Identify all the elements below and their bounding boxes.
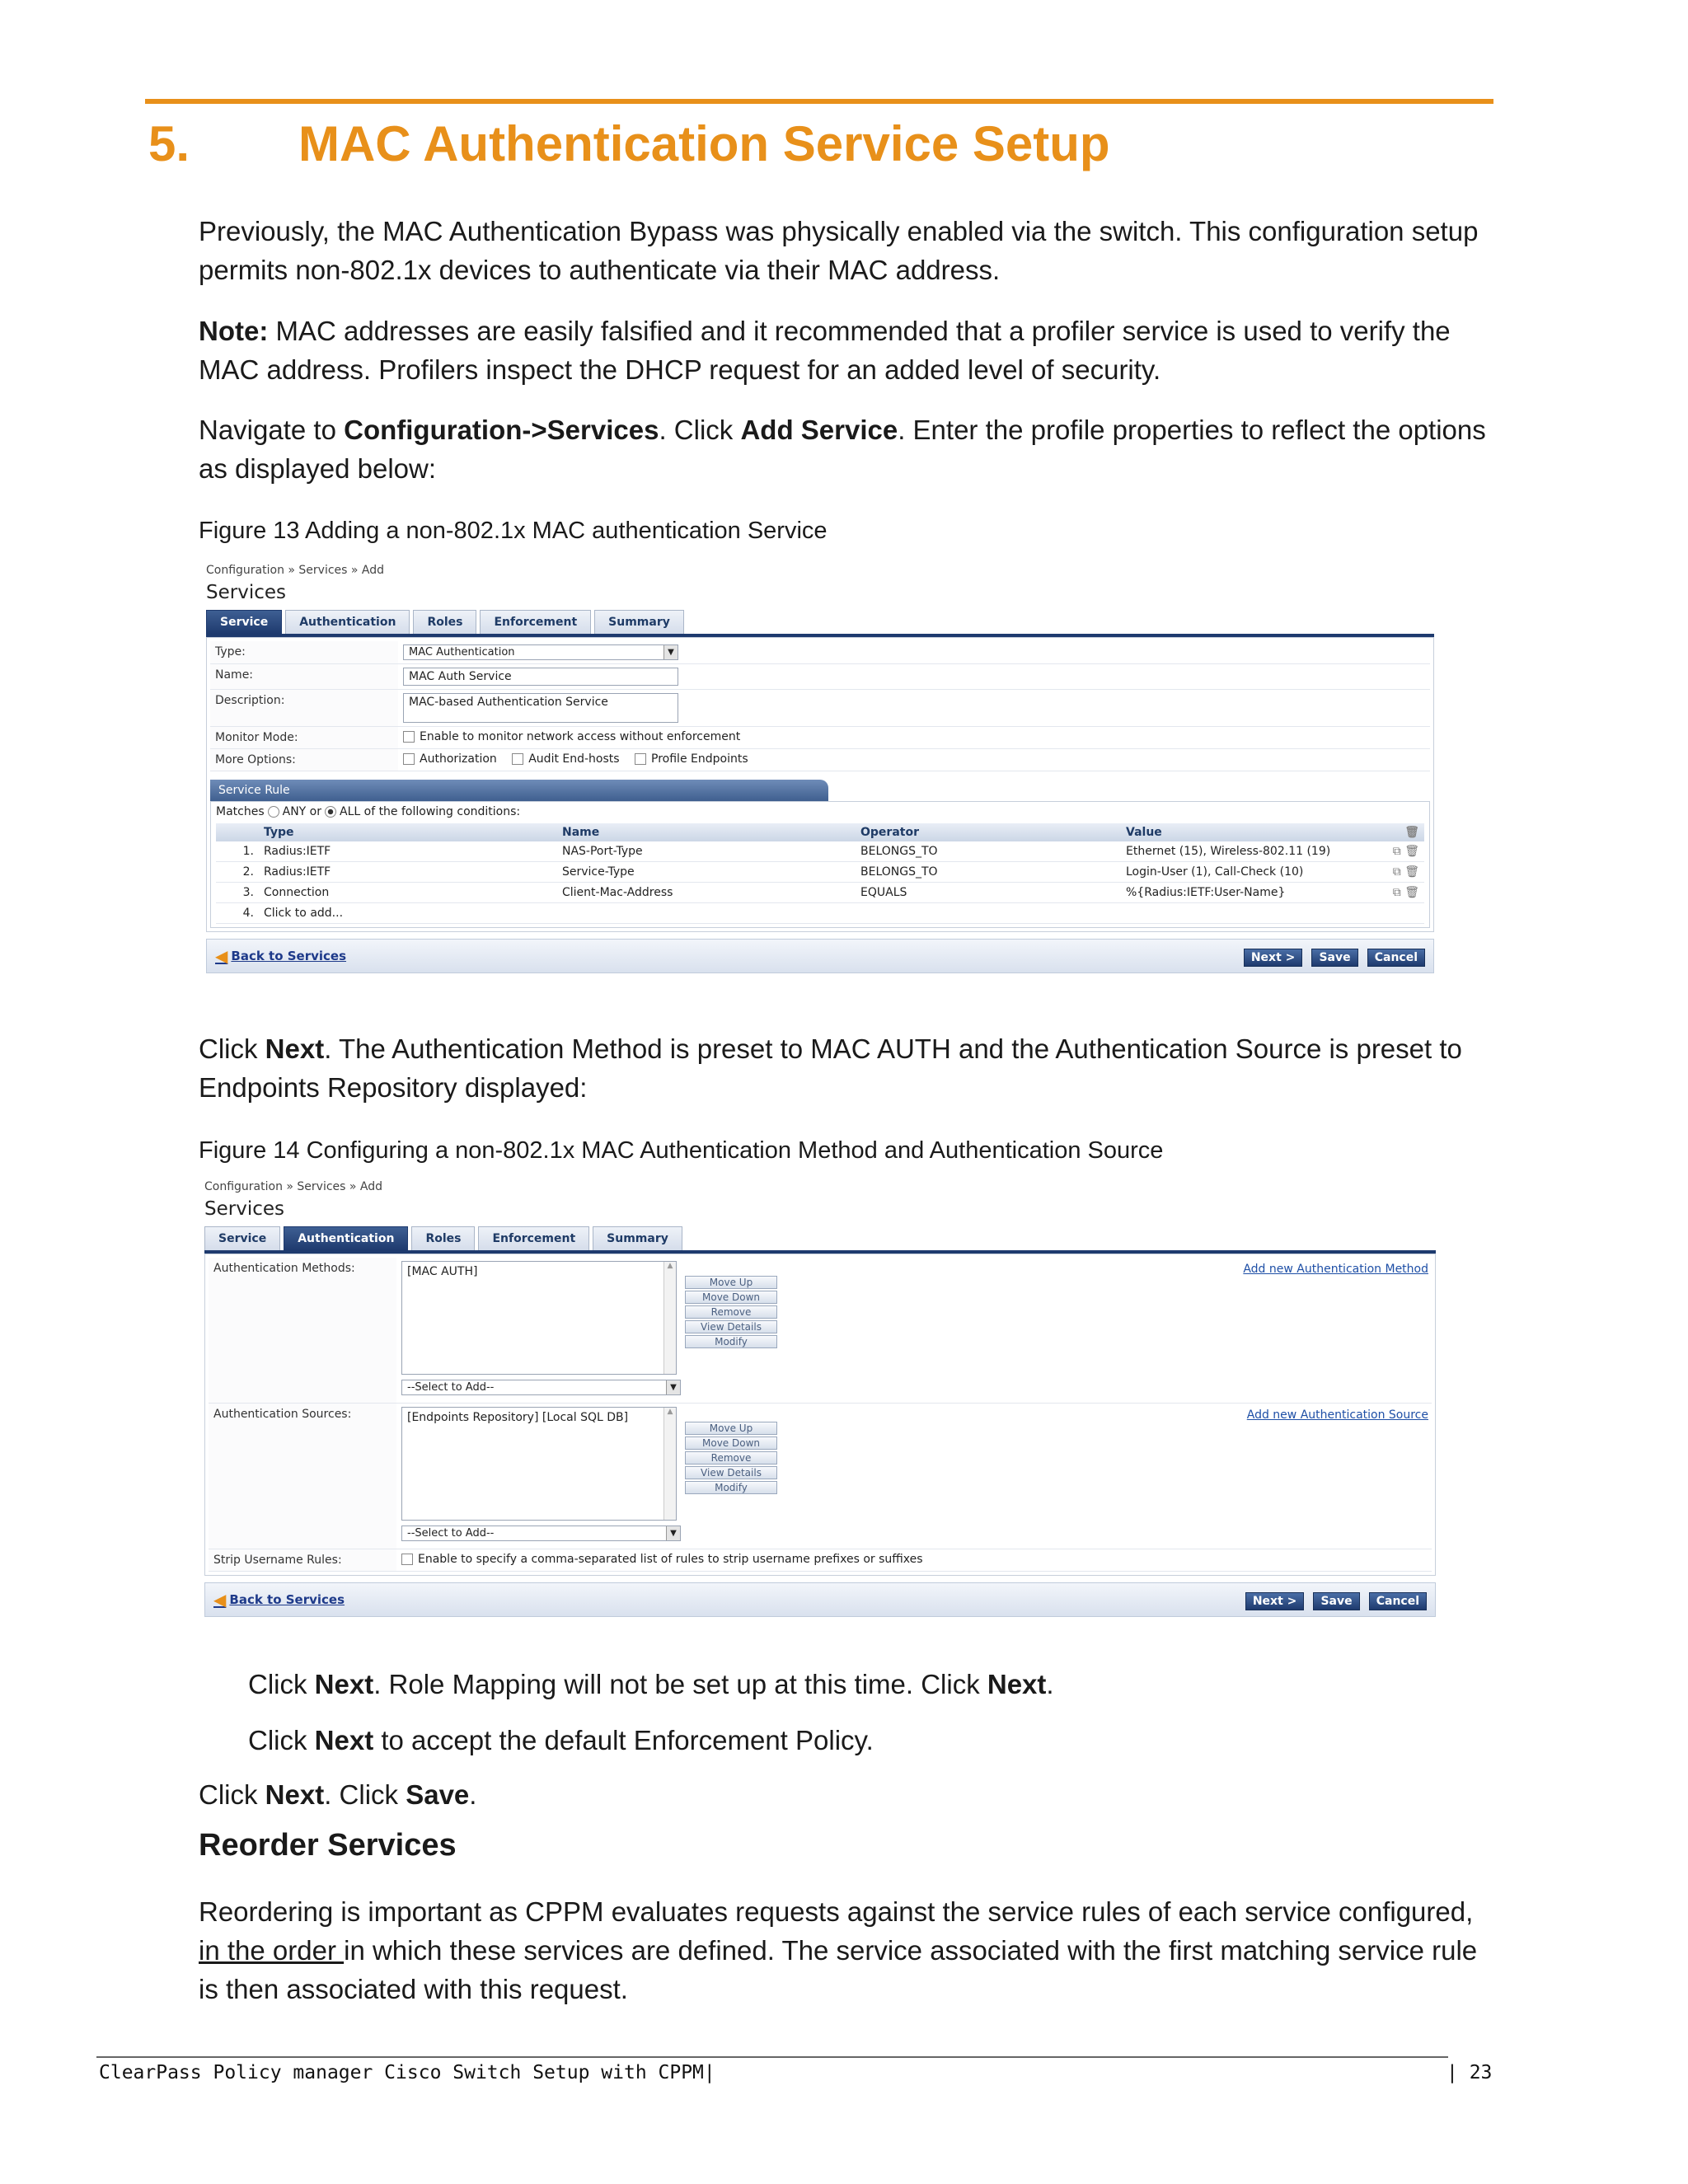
- text: Click: [248, 1669, 315, 1699]
- description-label: Description:: [210, 690, 398, 726]
- chevron-down-icon: ▼: [663, 645, 678, 659]
- breadcrumb: Configuration » Services » Add: [204, 1180, 383, 1193]
- note-paragraph: [199, 312, 1501, 389]
- methods-side-buttons: [685, 1276, 777, 1350]
- remove-button[interactable]: Remove: [685, 1451, 777, 1465]
- tab-authentication[interactable]: Authentication: [285, 610, 410, 634]
- reorder-heading: Reorder Services: [199, 1828, 457, 1863]
- row-name: Service-Type: [557, 862, 856, 883]
- text: Navigate to: [199, 415, 345, 445]
- trash-icon: 🗑: [1373, 823, 1424, 841]
- delete-icon[interactable]: 🗑: [1404, 865, 1419, 879]
- select-placeholder: --Select to Add--: [407, 1381, 495, 1394]
- row-value: %{Radius:IETF:User-Name}: [1121, 883, 1373, 903]
- text: . The Authentication Method is preset to MAC AUTH and the Authentication Source is preset to Endpoints Repository displayed:: [199, 1033, 1462, 1103]
- monitor-row: [210, 727, 1430, 749]
- figure-13-caption: Figure 13 Adding a non-802.1x MAC authentication Service: [199, 518, 828, 544]
- back-arrow-icon: ◀: [215, 946, 228, 966]
- step-enforcement: [248, 1721, 1550, 1760]
- form-footer: [206, 939, 1434, 973]
- copy-icon[interactable]: ⧉: [1392, 845, 1401, 858]
- text: . Role Mapping will not be set up at this time. Click: [373, 1669, 987, 1699]
- more-options-row: [210, 749, 1430, 771]
- text: . Click: [324, 1779, 406, 1810]
- action-name: Next: [265, 1779, 325, 1810]
- authorization-checkbox[interactable]: [403, 753, 415, 765]
- action-name: Next: [314, 1725, 374, 1755]
- tab-enforcement[interactable]: Enforcement: [478, 1226, 589, 1250]
- row-value: Ethernet (15), Wireless-802.11 (19): [1121, 841, 1373, 862]
- figure-14-caption: Figure 14 Configuring a non-802.1x MAC Authentication Method and Authentication Source: [199, 1137, 1164, 1164]
- column-operator: Operator: [856, 823, 1121, 841]
- tab-summary[interactable]: Summary: [593, 1226, 682, 1250]
- form-footer: [204, 1582, 1436, 1617]
- tab-bar: [204, 1226, 1436, 1250]
- back-to-services-link[interactable]: [215, 946, 346, 966]
- service-form-panel: [206, 637, 1434, 932]
- scrollbar[interactable]: ▲: [663, 1262, 676, 1374]
- figure-14-screenshot: [204, 1180, 1436, 1638]
- text: . Click: [659, 415, 741, 445]
- view-details-button[interactable]: View Details: [685, 1320, 777, 1333]
- description-row: [210, 690, 1430, 727]
- column-name: Name: [557, 823, 856, 841]
- text: to accept the default Enforcement Policy.: [373, 1725, 874, 1755]
- text: Click: [199, 1033, 265, 1064]
- strip-label: Strip Username Rules:: [209, 1549, 396, 1571]
- description-textarea[interactable]: MAC-based Authentication Service: [403, 693, 678, 723]
- name-label: Name:: [210, 664, 398, 689]
- authentication-panel: [204, 1254, 1436, 1576]
- click-to-add[interactable]: Click to add...: [259, 903, 557, 924]
- type-select[interactable]: [403, 644, 678, 660]
- modify-button[interactable]: Modify: [685, 1335, 777, 1348]
- action-name: Next: [987, 1669, 1047, 1699]
- navigate-paragraph: [199, 410, 1501, 488]
- monitor-text: Enable to monitor network access without enforcement: [420, 730, 741, 743]
- intro-paragraph: Previously, the MAC Authentication Bypass was physically enabled via the switch. This configuration setup permits non-802.1x devices to authenticate via their MAC address.: [199, 216, 1479, 285]
- row-type: Connection: [259, 883, 557, 903]
- step-role-mapping: [248, 1665, 1550, 1704]
- remove-button[interactable]: Remove: [685, 1305, 777, 1319]
- row-number: 1.: [216, 841, 259, 862]
- move-up-button[interactable]: Move Up: [685, 1276, 777, 1289]
- methods-value: [MAC AUTH]: [407, 1265, 478, 1278]
- add-source-link[interactable]: Add new Authentication Source: [1246, 1408, 1428, 1422]
- cancel-button[interactable]: Cancel: [1369, 1592, 1427, 1610]
- modify-button[interactable]: Modify: [685, 1481, 777, 1494]
- delete-icon[interactable]: 🗑: [1404, 845, 1419, 858]
- rules-table: [216, 823, 1424, 924]
- footer-title: ClearPass Policy manager Cisco Switch Setup with CPPM|: [99, 2062, 715, 2083]
- back-label: Back to Services: [231, 949, 347, 963]
- strip-row: [209, 1549, 1432, 1572]
- action-name: Next: [265, 1033, 325, 1064]
- tab-authentication[interactable]: Authentication: [284, 1226, 408, 1250]
- tab-enforcement[interactable]: Enforcement: [480, 610, 591, 634]
- row-operator: EQUALS: [856, 883, 1121, 903]
- table-row[interactable]: [216, 862, 1424, 883]
- column-value: Value: [1121, 823, 1373, 841]
- next-button[interactable]: Next >: [1244, 949, 1303, 967]
- row-number: 3.: [216, 883, 259, 903]
- service-rule-panel: [210, 801, 1430, 928]
- emphasis: in the order: [199, 1935, 345, 1966]
- cancel-button[interactable]: Cancel: [1367, 949, 1425, 967]
- select-placeholder: --Select to Add--: [407, 1527, 495, 1540]
- text: Reordering is important as CPPM evaluates requests against the service rules of each service configured,: [199, 1896, 1474, 1927]
- row-operator: BELONGS_TO: [856, 862, 1121, 883]
- tab-roles[interactable]: Roles: [413, 610, 476, 634]
- table-row[interactable]: [216, 883, 1424, 903]
- delete-icon[interactable]: 🗑: [1404, 886, 1419, 899]
- row-type: Radius:IETF: [259, 862, 557, 883]
- profile-checkbox[interactable]: [635, 753, 646, 765]
- name-row: [210, 664, 1430, 690]
- table-row[interactable]: [216, 903, 1424, 924]
- move-up-button[interactable]: Move Up: [685, 1422, 777, 1435]
- monitor-label: Monitor Mode:: [210, 727, 398, 748]
- text: .: [1046, 1669, 1054, 1699]
- action-name: Next: [314, 1669, 374, 1699]
- move-down-button[interactable]: Move Down: [685, 1436, 777, 1450]
- figure-13-screenshot: [206, 564, 1434, 1005]
- footer-rule: [96, 2056, 1448, 2058]
- row-type: Radius:IETF: [259, 841, 557, 862]
- row-number: 4.: [216, 903, 259, 924]
- methods-select[interactable]: [401, 1380, 681, 1395]
- section-number: 5.: [148, 116, 190, 171]
- methods-listbox[interactable]: [401, 1261, 677, 1375]
- tab-roles[interactable]: Roles: [411, 1226, 475, 1250]
- authorization-label: Authorization: [420, 752, 497, 766]
- sources-row: [209, 1404, 1432, 1549]
- text: .: [469, 1779, 477, 1810]
- page-number: | 23: [1447, 2062, 1493, 2083]
- action-name: Save: [406, 1779, 470, 1810]
- sources-listbox[interactable]: [401, 1407, 677, 1521]
- tab-service[interactable]: Service: [206, 610, 282, 634]
- chevron-down-icon: ▼: [666, 1380, 680, 1394]
- table-row[interactable]: [216, 841, 1424, 862]
- reorder-paragraph: [199, 1892, 1501, 2008]
- row-number: 2.: [216, 862, 259, 883]
- back-arrow-icon: ◀: [213, 1590, 227, 1610]
- profile-label: Profile Endpoints: [651, 752, 748, 766]
- back-label: Back to Services: [229, 1592, 345, 1607]
- text: Click: [248, 1725, 315, 1755]
- section-top-rule: [145, 99, 1493, 104]
- note-text: MAC addresses are easily falsified and it recommended that a profiler service is used to verify the MAC address. Profilers inspect the DHCP request for an added level of security.: [199, 316, 1451, 385]
- page-heading: Services: [204, 1198, 284, 1220]
- monitor-checkbox[interactable]: [403, 731, 415, 743]
- strip-text: Enable to specify a comma-separated list of rules to strip username prefixes or suffixes: [418, 1553, 923, 1566]
- text: . Enter the profile properties to reflect the options as displayed below:: [199, 415, 1486, 484]
- methods-label: Authentication Methods:: [209, 1258, 396, 1403]
- tab-summary[interactable]: Summary: [594, 610, 684, 634]
- matches-line: [216, 805, 1424, 818]
- matches-label: Matches: [216, 805, 265, 818]
- sources-side-buttons: [685, 1422, 777, 1496]
- text: in which these services are defined. The service associated with the first matching service rule is then associated with this request.: [199, 1935, 1478, 2004]
- service-rule-header: Service Rule: [210, 780, 828, 801]
- tab-service[interactable]: Service: [204, 1226, 280, 1250]
- save-button[interactable]: Save: [1313, 1592, 1359, 1610]
- chevron-down-icon: ▼: [666, 1526, 680, 1540]
- tab-bar: [206, 610, 1434, 634]
- note-label: Note:: [199, 316, 269, 346]
- more-options-label: More Options:: [210, 749, 398, 771]
- click-next-paragraph: [199, 1029, 1501, 1107]
- action-name: Add Service: [740, 415, 898, 445]
- row-value: Login-User (1), Call-Check (10): [1121, 862, 1373, 883]
- view-details-button[interactable]: View Details: [685, 1466, 777, 1479]
- back-to-services-link[interactable]: [213, 1590, 345, 1610]
- copy-icon[interactable]: ⧉: [1392, 886, 1401, 899]
- strip-checkbox[interactable]: [401, 1554, 413, 1565]
- scrollbar[interactable]: ▲: [663, 1408, 676, 1520]
- text: Click: [199, 1779, 265, 1810]
- sources-label: Authentication Sources:: [209, 1404, 396, 1549]
- breadcrumb: Configuration » Services » Add: [206, 564, 385, 577]
- audit-checkbox[interactable]: [512, 753, 523, 765]
- move-down-button[interactable]: Move Down: [685, 1291, 777, 1304]
- footer-buttons: [1240, 1592, 1427, 1608]
- type-value: MAC Authentication: [409, 646, 515, 658]
- rules-header-row: [216, 823, 1424, 841]
- row-name: Client-Mac-Address: [557, 883, 856, 903]
- add-method-link[interactable]: Add new Authentication Method: [1243, 1263, 1428, 1276]
- any-radio[interactable]: [268, 806, 279, 818]
- all-radio[interactable]: [325, 806, 336, 818]
- any-label: ANY or: [282, 805, 321, 818]
- all-label: ALL of the following conditions:: [340, 805, 521, 818]
- next-button[interactable]: Next >: [1245, 1592, 1305, 1610]
- menu-path: Configuration->Services: [344, 415, 659, 445]
- page-heading: Services: [206, 582, 286, 603]
- sources-select[interactable]: [401, 1526, 681, 1541]
- sources-value: [Endpoints Repository] [Local SQL DB]: [407, 1411, 629, 1424]
- column-type: Type: [259, 823, 557, 841]
- step-save: [199, 1775, 1501, 1814]
- copy-icon[interactable]: ⧉: [1392, 865, 1401, 879]
- row-name: NAS-Port-Type: [557, 841, 856, 862]
- section-title: MAC Authentication Service Setup: [298, 116, 1110, 171]
- type-label: Type:: [210, 641, 398, 663]
- audit-label: Audit End-hosts: [528, 752, 620, 766]
- name-input[interactable]: MAC Auth Service: [403, 668, 678, 686]
- footer-buttons: [1239, 949, 1425, 964]
- row-operator: BELONGS_TO: [856, 841, 1121, 862]
- methods-row: [209, 1258, 1432, 1404]
- save-button[interactable]: Save: [1311, 949, 1357, 967]
- type-row: [210, 641, 1430, 664]
